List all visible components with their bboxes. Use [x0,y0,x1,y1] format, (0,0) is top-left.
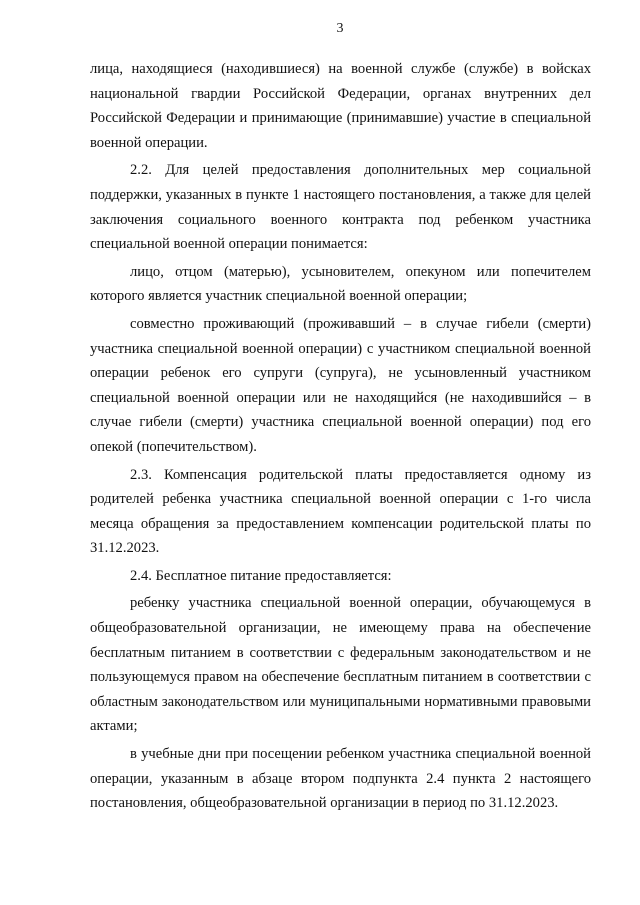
paragraph-continuation: лица, находящиеся (находившиеся) на военной службе (службе) в войсках национальной гвардии Российской Федерации, органах внутренних дел Российской Федерации и принимающие (принимавшие) участие в специальной военной операции. [90,61,591,151]
document-body [90,57,591,816]
paragraph-free-meals-2: в учебные дни при посещении ребенком участника специальной военной операции, указанным в абзаце втором подпункта 2.4 пункта 2 настоящего постановления, общеобразовательной организации в период по 31.12.2023. [90,746,591,812]
paragraph-2-4: 2.4. Бесплатное питание предоставляется: [130,567,392,584]
paragraph-2-2: 2.2. Для целей предоставления дополнительных мер социальной поддержки, указанных в пункте 1 настоящего постановления, а также для целей заключения социального военного контракта под ребенком участника специальной военной операции понимается: [90,162,591,253]
paragraph-free-meals-1: ребенку участника специальной военной операции, обучающемуся в общеобразовательной организации, не имеющему права на обеспечение бесплатным питанием в соответствии с федеральным законодательством и не пользующемуся правом на обеспечение бесплатным питанием в соответствии с областным законодательством или муниципальными нормативными правовыми актами; [90,595,591,735]
paragraph-2-3: 2.3. Компенсация родительской платы предоставляется одному из родителей ребенка участника специальной военной операции с 1-го числа месяца обращения за предоставлением компенсации родительской платы по 31.12.2023. [90,466,591,557]
paragraph-child-definition-1: лицо, отцом (матерью), усыновителем, опекуном или попечителем которого является участник специальной военной операции; [90,263,591,305]
paragraph-child-definition-2: совместно проживающий (проживавший – в случае гибели (смерти) участника специальной военной операции) с участником специальной военной операции ребенок его супруги (супруга), не усыновленный участником специальной военной операции или не находящийся (не находившийся – в случае гибели (смерти) участника специальной военной операции) под его опекой (попечительством). [90,315,591,455]
page-number: 3 [336,21,344,36]
